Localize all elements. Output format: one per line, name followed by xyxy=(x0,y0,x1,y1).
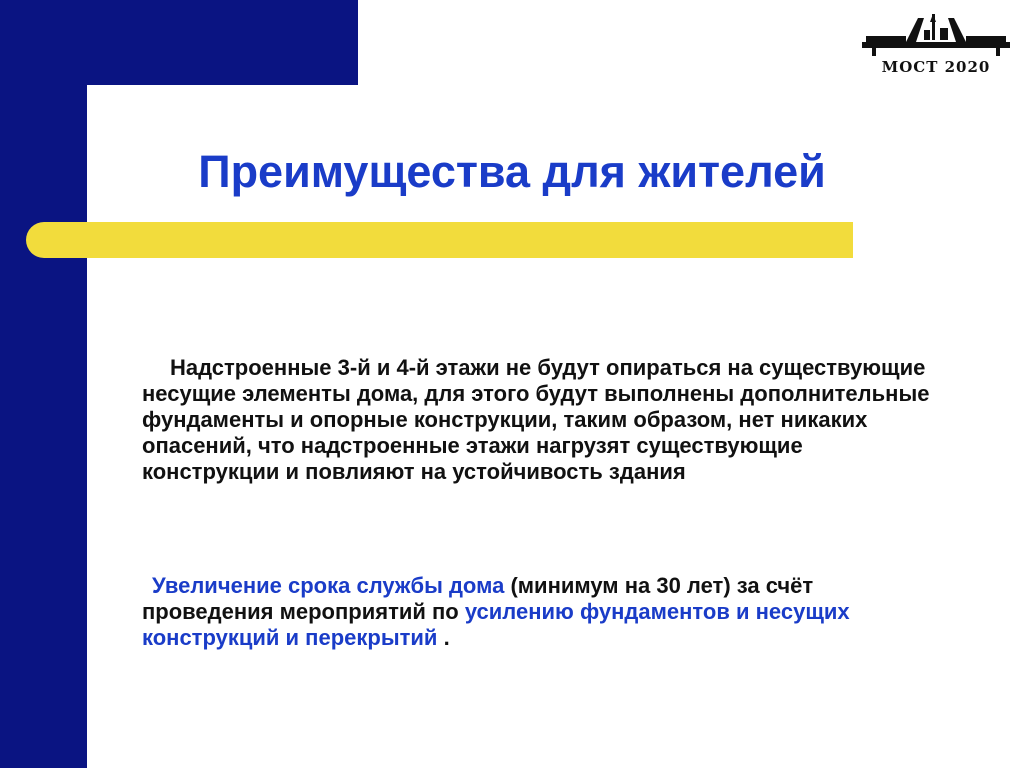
content-corner xyxy=(87,85,147,145)
paragraph-2-middle: (минимум на 30 лет) за счёт проведения мероприятий по xyxy=(142,573,814,624)
logo xyxy=(860,12,1012,78)
highlight-service-life: Увеличение срока службы дома xyxy=(152,573,505,598)
logo-text: МОСТ 2020 xyxy=(881,58,991,76)
top-blue-band xyxy=(0,0,358,85)
highlight-reinforcement: усилению фундаментов и несущих конструкций и перекрытий xyxy=(142,599,850,650)
paragraph-1 xyxy=(142,355,942,485)
left-blue-band xyxy=(0,0,87,768)
paragraph-2 xyxy=(142,573,942,651)
accent-bar xyxy=(26,222,853,258)
bridge-icon xyxy=(860,12,1012,60)
paragraph-1-text: Надстроенные 3-й и 4-й этажи не будут опираться на существующие несущие элементы дома, для этого будут выполнены дополнительные фундаменты и опорные конструкции, таким образом, нет никаких опасений, что надстроенные этажи нагрузят существующие конструкции и повлияют на устойчивость здания xyxy=(142,355,930,484)
slide-title: Преимущества для жителей xyxy=(198,146,826,197)
paragraph-2-end: . xyxy=(443,625,450,650)
